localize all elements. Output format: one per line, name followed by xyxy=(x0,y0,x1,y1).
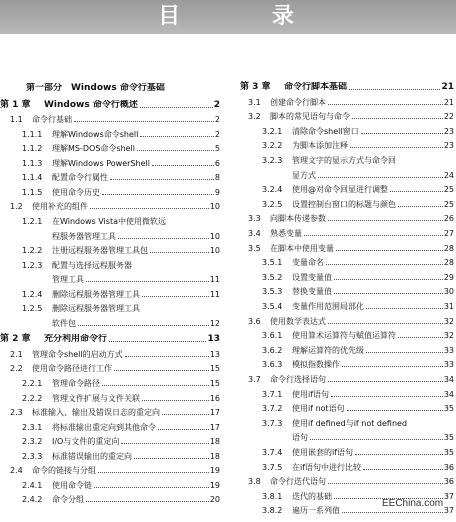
page-number: 35 xyxy=(443,404,454,414)
page-number: 11 xyxy=(209,275,220,285)
leader-dots xyxy=(142,400,209,401)
entry-title: 管理命令路径 xyxy=(52,379,100,388)
page-number: 5 xyxy=(214,144,220,154)
toc-entry xyxy=(10,349,220,360)
leader-dots xyxy=(125,356,209,357)
entry-number: 3.6 xyxy=(248,316,261,326)
entry-title: 在脚本中使用变量 xyxy=(270,243,334,253)
entry-number: 3.7.1 xyxy=(262,389,283,399)
entry-number: 3.2.5 xyxy=(262,199,283,209)
toc-entry xyxy=(10,363,220,374)
entry-number: 3.2 xyxy=(248,112,261,122)
page-number: 27 xyxy=(443,229,454,238)
entry-title: 使用补充的组件 xyxy=(32,202,88,212)
entry-title: 命令的链接与分组 xyxy=(32,466,96,476)
entry-number: 2.4 xyxy=(10,466,23,476)
page-number: 2 xyxy=(214,115,220,125)
entry-number: 3.2.4 xyxy=(262,185,283,195)
toc-entry xyxy=(262,199,454,210)
entry-number: 3.2.1 xyxy=(262,126,283,136)
page-number: 25 xyxy=(443,199,454,209)
page-number: 8 xyxy=(214,173,220,183)
leader-dots xyxy=(304,235,443,236)
page-number: 2 xyxy=(213,99,220,110)
toc-entry xyxy=(52,231,220,242)
entry-title: 命令行基础 xyxy=(32,115,72,125)
entry-title: 软件包 xyxy=(52,318,76,328)
toc-entry xyxy=(292,432,454,443)
entry-title: 理解Windows PowerShell xyxy=(52,158,150,168)
leader-dots xyxy=(334,293,443,294)
leader-dots xyxy=(86,501,209,502)
entry-number: 1.1.5 xyxy=(22,187,43,197)
entry-title: 管理文字的显示方式与命令回 xyxy=(292,156,396,165)
leader-dots xyxy=(328,323,443,324)
entry-number: 2.2 xyxy=(10,364,23,374)
leader-dots xyxy=(328,104,443,105)
entry-title: 删除远程服务器管理工具 xyxy=(52,304,140,314)
page-number: 26 xyxy=(443,214,454,224)
page-number: 6 xyxy=(214,158,220,168)
page-number: 34 xyxy=(443,389,454,399)
entry-title: 使用算术运算符与赋值运算符 xyxy=(292,331,396,341)
leader-dots xyxy=(336,250,443,251)
entry-number: 1.1.1 xyxy=(22,129,43,139)
leader-dots xyxy=(398,206,443,207)
toc-entry xyxy=(22,480,220,491)
entry-number: 3.4 xyxy=(248,229,261,238)
toc-entry xyxy=(52,274,220,285)
leader-dots xyxy=(102,194,214,195)
entry-title: 使用命令链 xyxy=(52,480,92,490)
entry-title: 变量作用范围局部化 xyxy=(292,302,364,311)
leader-dots xyxy=(352,118,443,119)
entry-number: 2.3 xyxy=(10,408,23,418)
toc-entry xyxy=(22,129,220,140)
leader-dots xyxy=(78,325,209,326)
entry-title: 注册远程服务器管理工具包 xyxy=(52,246,148,256)
title-banner xyxy=(0,0,456,34)
entry-number: 1.2.3 xyxy=(22,260,43,270)
entry-title: 使用if语句 xyxy=(292,389,330,399)
leader-dots xyxy=(121,443,208,444)
entry-title: 充分利用命令行 xyxy=(44,334,108,345)
leader-dots xyxy=(140,107,213,108)
toc-entry xyxy=(262,330,454,341)
toc-entry xyxy=(262,345,454,356)
page-number: 17 xyxy=(209,422,220,432)
entry-title: 删除远程服务器管理工具 xyxy=(52,289,140,299)
entry-title: 设置控制台窗口的标题与颜色 xyxy=(292,199,396,209)
toc-entry xyxy=(262,140,454,151)
toc-entry xyxy=(248,111,454,122)
leader-dots xyxy=(114,370,209,371)
toc-entry xyxy=(262,447,454,458)
toc-entry xyxy=(0,334,220,345)
entry-title: 使用命令路径进行工作 xyxy=(32,364,112,374)
entry-number: 3.7.3 xyxy=(262,418,283,428)
watermark: EEChina.com xyxy=(382,498,444,509)
entry-number: 2.2.2 xyxy=(22,393,43,403)
toc-entry xyxy=(22,289,220,300)
entry-title: 使用if defined与if not defined xyxy=(292,418,408,428)
page-number: 34 xyxy=(443,375,454,384)
toc-entry xyxy=(262,155,454,166)
entry-number: 3.5.4 xyxy=(262,302,283,311)
leader-dots xyxy=(134,458,209,459)
entry-number: 第 1 章 xyxy=(0,99,31,110)
entry-number: 1.1.2 xyxy=(22,144,43,154)
page-number: 37 xyxy=(443,491,454,501)
page-number: 23 xyxy=(443,126,454,136)
page-number: 25 xyxy=(443,185,454,195)
leader-dots xyxy=(162,414,209,415)
entry-number: 1.2.1 xyxy=(22,216,43,226)
toc-entry xyxy=(262,301,454,312)
entry-number: 3.7 xyxy=(248,375,261,384)
entry-title: 理解MS-DOS命令shell xyxy=(52,144,136,154)
entry-title: Windows 命令行概述 xyxy=(44,99,138,110)
entry-number: 1.2.4 xyxy=(22,289,43,299)
entry-title: 向脚本传递参数 xyxy=(270,214,326,224)
page-number: 29 xyxy=(443,272,454,282)
leader-dots xyxy=(102,385,209,386)
entry-title: 使用if not语句 xyxy=(292,404,345,414)
leader-dots xyxy=(152,165,214,166)
entry-title: 使用嵌套的if语句 xyxy=(292,448,354,457)
entry-title: 在if语句中进行比较 xyxy=(292,462,362,472)
toc-entry xyxy=(262,286,454,297)
leader-dots xyxy=(328,381,443,382)
page-number: 19 xyxy=(209,466,220,476)
page-number: 13 xyxy=(209,349,220,359)
toc-entry xyxy=(248,243,454,254)
leader-dots xyxy=(349,89,440,90)
toc-entry xyxy=(262,126,454,137)
page-number: 15 xyxy=(209,379,220,388)
leader-dots xyxy=(110,179,214,180)
entry-number: 3.8.1 xyxy=(262,491,283,501)
page-number: 13 xyxy=(207,334,220,345)
leader-dots xyxy=(326,264,443,265)
entry-number: 第 2 章 xyxy=(0,334,31,345)
entry-title: 程服务器管理工具 xyxy=(52,231,116,241)
leader-dots xyxy=(86,281,209,282)
entry-title: 设置变量值 xyxy=(292,272,332,282)
toc-entry xyxy=(22,436,220,447)
toc-entry xyxy=(248,97,454,108)
entry-title: 标准错误输出的重定向 xyxy=(52,451,132,461)
entry-number: 3.6.2 xyxy=(262,345,283,355)
toc-entry xyxy=(22,158,220,169)
page-number: 32 xyxy=(443,331,454,341)
leader-dots xyxy=(342,366,443,367)
toc-entry xyxy=(262,359,454,370)
entry-title: 创建命令行脚本 xyxy=(270,97,326,107)
leader-dots xyxy=(318,177,443,178)
page-number: 30 xyxy=(443,287,454,297)
entry-title: 管理文件扩展与文件关联 xyxy=(52,393,140,403)
leader-dots xyxy=(355,454,443,455)
page-number: 10 xyxy=(209,202,220,212)
leader-dots xyxy=(90,208,209,209)
entry-number: 3.5 xyxy=(248,243,261,253)
entry-title: 迭代的基础 xyxy=(292,491,332,501)
entry-number: 1.2 xyxy=(10,202,23,212)
toc-entry xyxy=(26,83,220,94)
page-number: 28 xyxy=(443,243,454,253)
entry-title: 管理工具 xyxy=(52,275,84,285)
entry-number: 3.8 xyxy=(248,477,261,487)
toc-entry xyxy=(10,465,220,476)
toc-entry xyxy=(248,316,454,327)
toc-entry xyxy=(22,378,220,389)
entry-number: 3.2.2 xyxy=(262,141,283,151)
entry-title: 模拟指数操作 xyxy=(292,360,340,370)
entry-title: 脚本的常见语句与命令 xyxy=(270,112,350,122)
entry-title: 使用数学表达式 xyxy=(270,316,326,326)
page-number: 21 xyxy=(441,82,454,92)
entry-title: 配置与选择远程服务器 xyxy=(52,260,132,270)
leader-dots xyxy=(118,238,209,239)
entry-number: 3.2.3 xyxy=(262,156,283,165)
entry-title: 使用@对命令回显进行调整 xyxy=(292,185,388,195)
entry-number: 3.8.2 xyxy=(262,506,283,516)
entry-number: 2.4.2 xyxy=(22,495,43,505)
entry-title: 熟悉变量 xyxy=(270,229,302,238)
leader-dots xyxy=(390,191,443,192)
page-number: 33 xyxy=(443,360,454,370)
toc-entry xyxy=(240,82,454,93)
toc-entry xyxy=(262,462,454,473)
entry-number: 1.2.5 xyxy=(22,304,43,314)
page-number: 16 xyxy=(209,393,220,403)
entry-number: 2.1 xyxy=(10,349,23,359)
page-number: 28 xyxy=(443,258,454,268)
page-number: 35 xyxy=(443,448,454,457)
leader-dots xyxy=(363,469,443,470)
toc-entry xyxy=(0,100,220,111)
toc-entry xyxy=(262,403,454,414)
leader-dots xyxy=(310,439,443,440)
entry-number: 3.6.1 xyxy=(262,331,283,341)
entry-title: 为脚本添加注释 xyxy=(292,141,348,151)
toc-entry xyxy=(22,143,220,154)
entry-number: 1.1.4 xyxy=(22,173,43,183)
page-title: 目 录 xyxy=(158,4,336,29)
entry-title: 清除命令shell窗口 xyxy=(292,126,359,136)
leader-dots xyxy=(137,150,214,151)
page-number: 17 xyxy=(209,408,220,418)
page-number: 18 xyxy=(209,451,220,461)
page-number: 9 xyxy=(214,187,220,197)
entry-title: 理解Windows命令shell xyxy=(52,129,139,139)
leader-dots xyxy=(140,136,214,137)
toc-entry xyxy=(262,389,454,400)
entry-title: 管理命令shell的启动方式 xyxy=(32,349,123,359)
entry-number: 2.3.2 xyxy=(22,437,43,447)
entry-number: 2.2.1 xyxy=(22,379,43,388)
toc-entry xyxy=(262,418,454,429)
page-number: 21 xyxy=(443,97,454,107)
entry-title: I/O与文件的重定向 xyxy=(52,437,120,447)
toc-entry xyxy=(10,114,220,125)
entry-number: 3.3 xyxy=(248,214,261,224)
entry-number: 3.6.3 xyxy=(262,360,283,370)
page-number: 32 xyxy=(443,316,454,326)
page-number: 23 xyxy=(443,141,454,151)
page-number: 19 xyxy=(209,480,220,490)
leader-dots xyxy=(98,472,209,473)
toc-entry xyxy=(262,272,454,283)
entry-title: 使用命令历史 xyxy=(52,187,100,197)
entry-number: 3.7.5 xyxy=(262,462,283,472)
toc-entry xyxy=(22,216,220,227)
page-number: 2 xyxy=(214,129,220,139)
page-number: 36 xyxy=(443,477,454,487)
entry-title: 显方式 xyxy=(292,170,316,180)
page-number: 11 xyxy=(209,289,220,299)
entry-title: 命令分组 xyxy=(52,495,84,505)
entry-number: 3.1 xyxy=(248,97,261,107)
leader-dots xyxy=(94,487,209,488)
leader-dots xyxy=(328,483,443,484)
toc-entry xyxy=(248,374,454,385)
toc-entry xyxy=(22,422,220,433)
entry-number: 2.3.1 xyxy=(22,422,43,432)
entry-title: 遍历一系列值 xyxy=(292,506,340,516)
leader-dots xyxy=(142,296,209,297)
toc-entry xyxy=(22,245,220,256)
toc-entry xyxy=(248,228,454,239)
entry-number: 第 3 章 xyxy=(240,82,271,92)
leader-dots xyxy=(150,252,209,253)
leader-dots xyxy=(366,352,443,353)
toc-entry xyxy=(248,213,454,224)
page-number: 18 xyxy=(209,437,220,447)
entry-title: 命令行脚本基础 xyxy=(284,82,348,92)
leader-dots xyxy=(158,429,209,430)
page-number: 36 xyxy=(443,462,454,472)
page-number: 20 xyxy=(209,495,220,505)
page-number: 33 xyxy=(443,345,454,355)
leader-dots xyxy=(347,410,443,411)
page-number: 15 xyxy=(209,364,220,374)
toc-entry xyxy=(22,172,220,183)
entry-title: 替换变量值 xyxy=(292,287,332,297)
entry-number: 1.2.2 xyxy=(22,246,43,256)
leader-dots xyxy=(366,308,443,309)
leader-dots xyxy=(361,133,443,134)
entry-number: 3.5.3 xyxy=(262,287,283,297)
entry-title: 将标准输出重定向到其他命令 xyxy=(52,422,156,432)
leader-dots xyxy=(334,279,443,280)
leader-dots xyxy=(74,121,214,122)
entry-title: 命令行迭代语句 xyxy=(270,477,326,487)
toc-entry xyxy=(22,393,220,404)
entry-number: 3.7.4 xyxy=(262,448,283,457)
entry-number: 3.7.2 xyxy=(262,404,283,414)
toc-entry xyxy=(22,303,220,314)
entry-number: 3.5.1 xyxy=(262,258,283,268)
toc-entry xyxy=(10,407,220,418)
page-number: 10 xyxy=(209,231,220,241)
leader-dots xyxy=(398,337,443,338)
toc-entry xyxy=(262,257,454,268)
toc-entry xyxy=(22,260,220,271)
page-number: 24 xyxy=(443,170,454,180)
leader-dots xyxy=(328,220,443,221)
leader-dots xyxy=(331,396,443,397)
page-number: 10 xyxy=(209,246,220,256)
leader-dots xyxy=(342,512,443,513)
entry-number: 3.5.2 xyxy=(262,272,283,282)
toc-entry xyxy=(22,494,220,505)
entry-title: 配置命令行属性 xyxy=(52,173,108,183)
page-number: 37 xyxy=(443,506,454,516)
page-number: 12 xyxy=(209,318,220,328)
page-number: 22 xyxy=(443,112,454,122)
toc-entry xyxy=(292,170,454,181)
entry-number: 1.1 xyxy=(10,115,23,125)
entry-title: 标准输入、输出及错误日志的重定向 xyxy=(32,408,160,418)
toc-entry xyxy=(10,201,220,212)
toc-entry xyxy=(248,476,454,487)
entry-number: 2.4.1 xyxy=(22,480,43,490)
leader-dots xyxy=(109,341,206,342)
page-number: 35 xyxy=(443,433,454,443)
entry-title: 变量命名 xyxy=(292,258,324,268)
toc-entry xyxy=(52,318,220,329)
toc-entry xyxy=(22,451,220,462)
entry-title: 命令行选择语句 xyxy=(270,375,326,384)
entry-title: 第一部分 Windows 命令行基础 xyxy=(26,83,165,93)
page-number: 31 xyxy=(443,302,454,311)
entry-number: 2.3.3 xyxy=(22,451,43,461)
entry-title: 语句 xyxy=(292,433,308,443)
toc-entry xyxy=(262,184,454,195)
entry-title: 在Windows Vista中使用微软远 xyxy=(52,216,166,226)
leader-dots xyxy=(350,147,443,148)
entry-title: 理解运算符的优先级 xyxy=(292,345,364,355)
toc-entry xyxy=(22,187,220,198)
entry-number: 1.1.3 xyxy=(22,158,43,168)
